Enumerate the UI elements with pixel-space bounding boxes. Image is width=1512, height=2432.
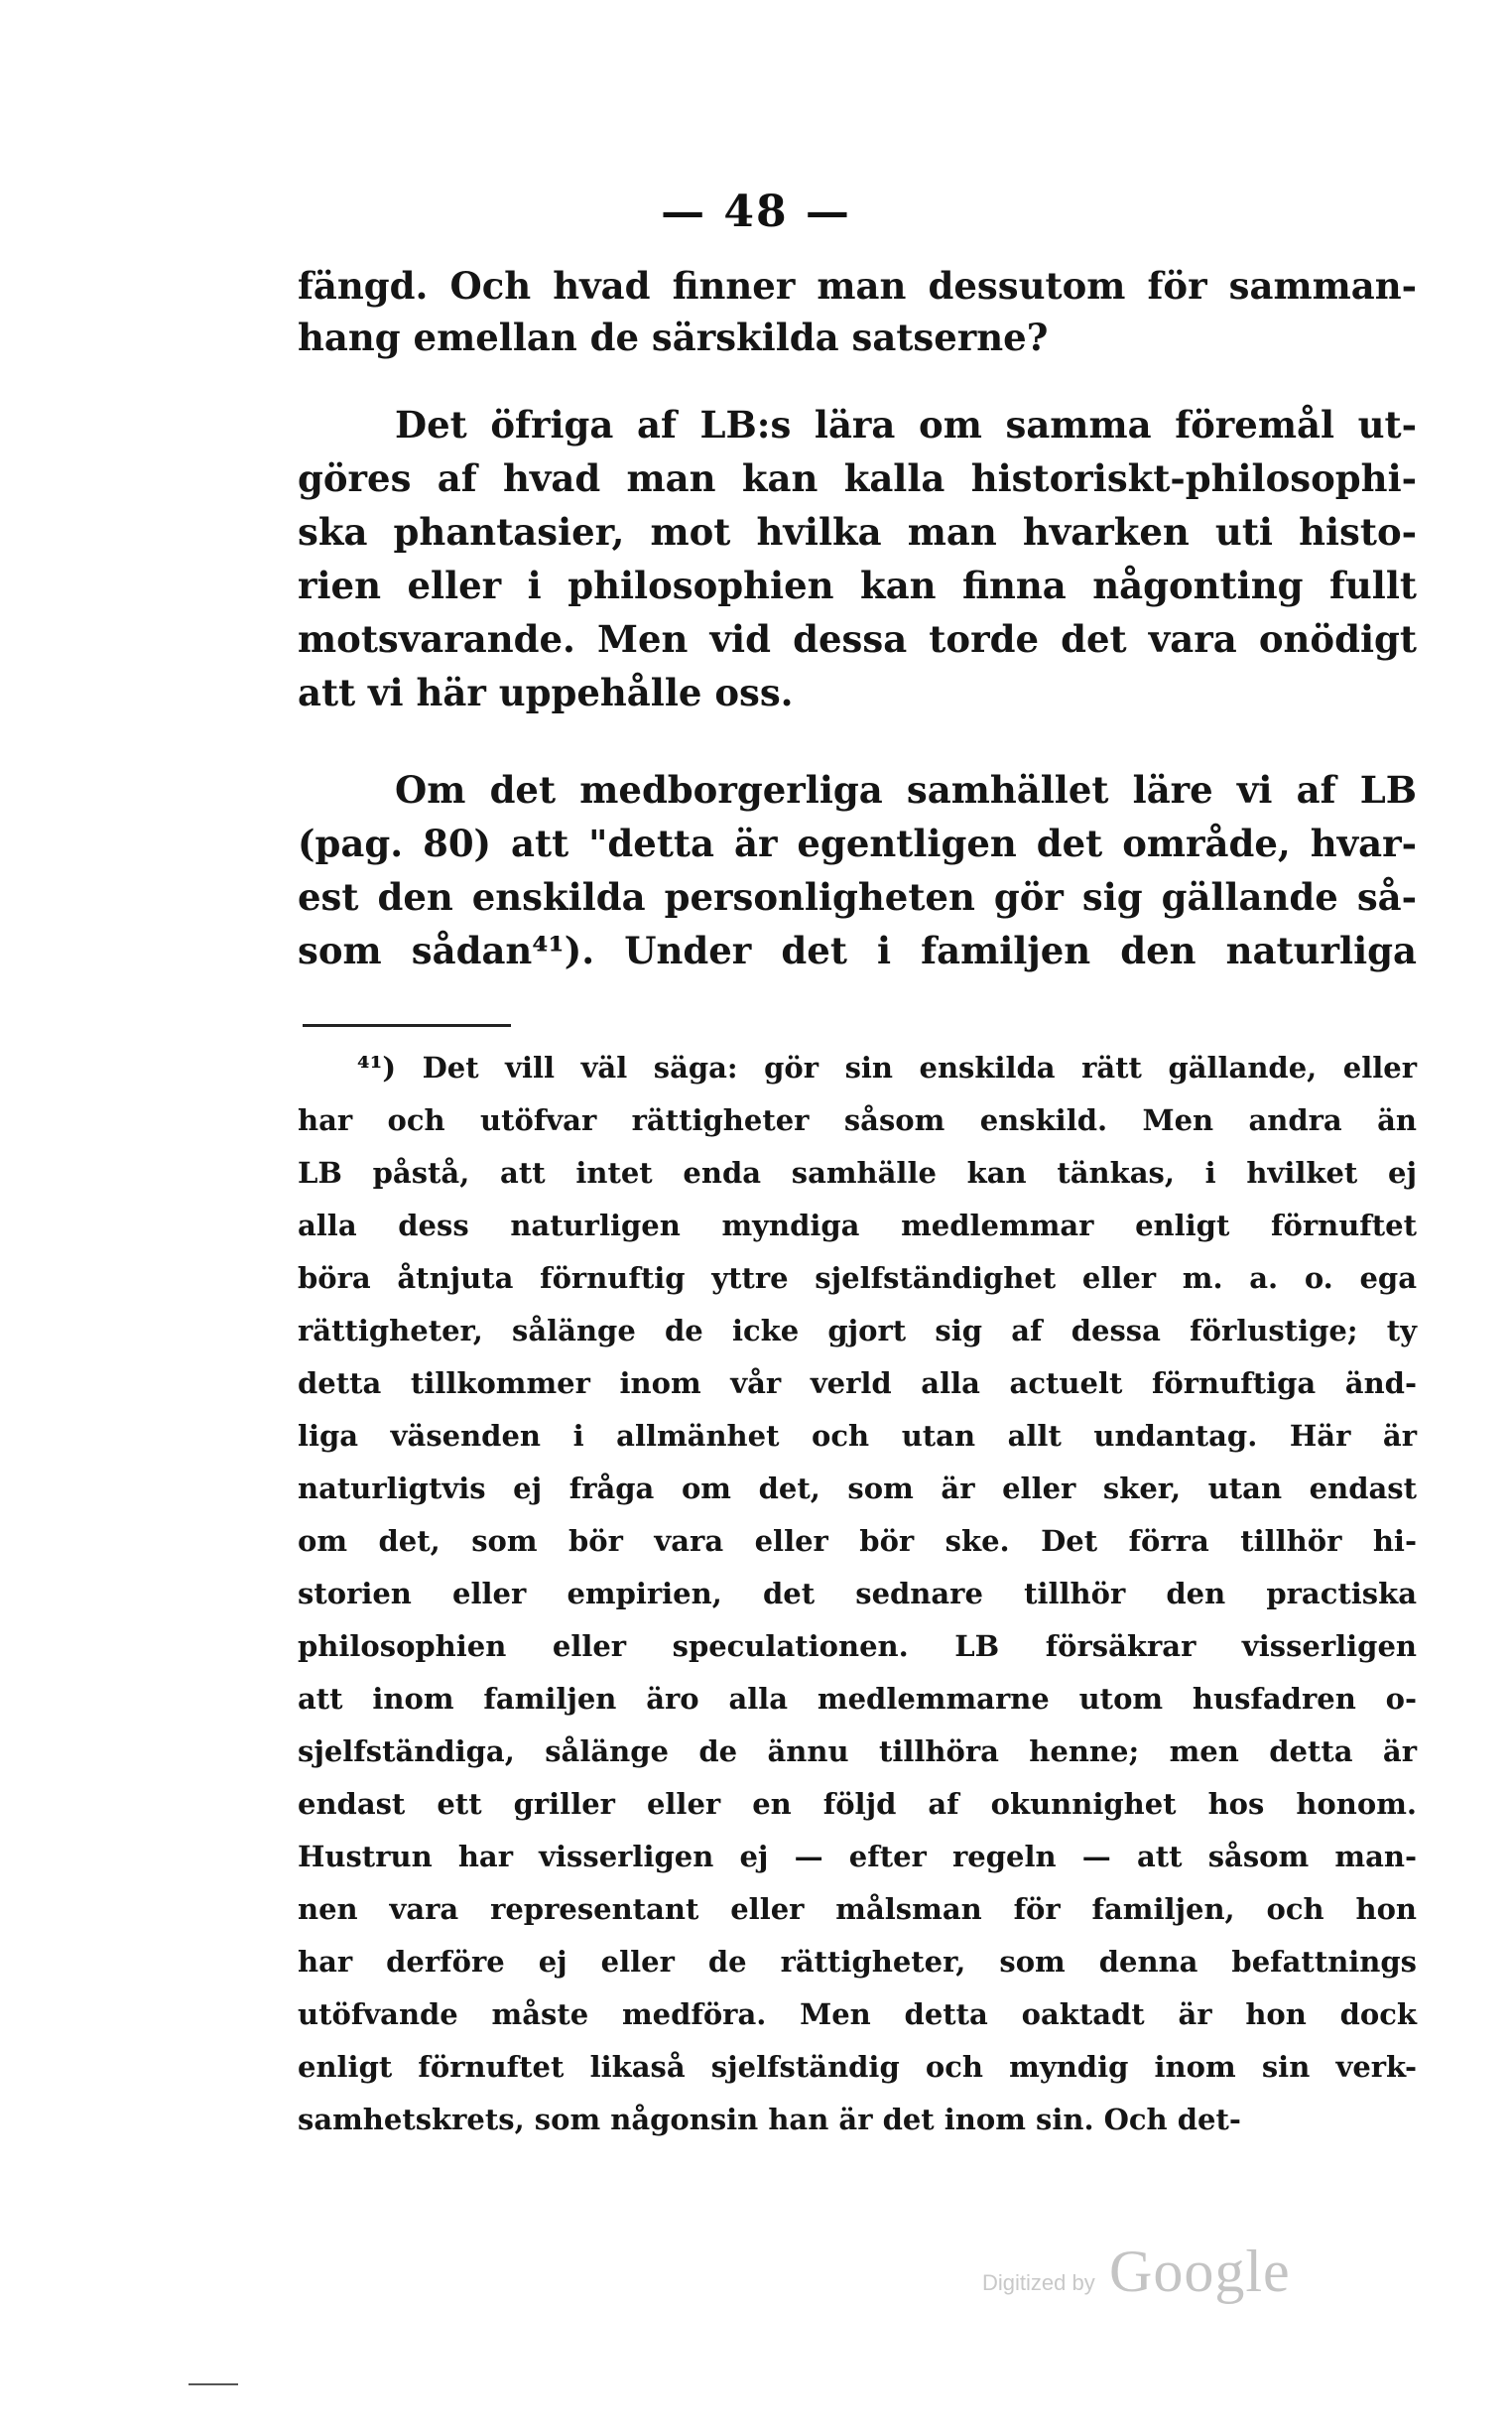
footnote-line: har och utöfvar rättigheter såsom enskild. Men andra än bbox=[298, 1103, 1417, 1137]
footnote-line: om det, som bör vara eller bör ske. Det förra tillhör hi- bbox=[298, 1524, 1417, 1558]
footnote-line: utöfvande måste medföra. Men detta oaktadt är hon dock bbox=[298, 1997, 1417, 2031]
footnote-line: nen vara representant eller målsman för familjen, och hon bbox=[298, 1892, 1417, 1926]
main-line: Det öfriga af LB:s lära om samma föremål ut- bbox=[395, 403, 1417, 447]
footnote-line: har derföre ej eller de rättigheter, som denna befattnings bbox=[298, 1945, 1417, 1979]
footnote-line: böra åtnjuta förnuftig yttre sjelfständighet eller m. a. o. ega bbox=[298, 1261, 1417, 1295]
footnote-line: LB påstå, att intet enda samhälle kan tänkas, i hvilket ej bbox=[298, 1156, 1417, 1190]
footnote-line: sjelfständiga, sålänge de ännu tillhöra henne; men detta är bbox=[298, 1734, 1417, 1768]
footnote-rule bbox=[303, 1024, 511, 1027]
footnote-line: enligt förnuftet likaså sjelfständig och myndig inom sin verk- bbox=[298, 2050, 1417, 2084]
scan-artifact bbox=[189, 2383, 238, 2385]
main-line: fängd. Och hvad finner man dessutom för samman- bbox=[298, 264, 1417, 308]
footnote-line: att inom familjen äro alla medlemmarne utom husfadren o- bbox=[298, 1682, 1417, 1716]
footnote-line: samhetskrets, som någonsin han är det inom sin. Och det- bbox=[298, 2103, 1241, 2136]
footnote-line: Hustrun har visserligen ej — efter regeln — att såsom man- bbox=[298, 1840, 1417, 1873]
footnote-line: detta tillkommer inom vår verld alla actuelt förnuftiga änd- bbox=[298, 1366, 1417, 1400]
footnote-line: naturligtvis ej fråga om det, som är eller sker, utan endast bbox=[298, 1472, 1417, 1505]
main-line: göres af hvad man kan kalla historiskt-philosophi- bbox=[298, 456, 1417, 500]
main-line: Om det medborgerliga samhället läre vi af LB bbox=[395, 768, 1417, 812]
page-number: — 48 — bbox=[661, 187, 851, 237]
footnote-line: endast ett griller eller en följd af okunnighet hos honom. bbox=[298, 1787, 1417, 1821]
main-line: hang emellan de särskilda satserne? bbox=[298, 316, 1049, 359]
main-line: ska phantasier, mot hvilka man hvarken uti histo- bbox=[298, 510, 1417, 554]
footnote-line: rättigheter, sålänge de icke gjort sig af dessa förlustige; ty bbox=[298, 1314, 1417, 1347]
footnote-line: liga väsenden i allmänhet och utan allt undantag. Här är bbox=[298, 1419, 1417, 1453]
google-logo: Google bbox=[1109, 2239, 1291, 2304]
digitized-by-label: Digitized by bbox=[982, 2270, 1095, 2295]
main-line: motsvarande. Men vid dessa torde det vara onödigt bbox=[298, 617, 1417, 661]
footnote-line: ⁴¹) Det vill väl säga: gör sin enskilda rätt gällande, eller bbox=[357, 1051, 1417, 1085]
footnote-line: alla dess naturligen myndiga medlemmar enligt förnuftet bbox=[298, 1209, 1417, 1242]
footnote-line: storien eller empirien, det sednare tillhör den practiska bbox=[298, 1577, 1417, 1610]
main-line: est den enskilda personligheten gör sig gällande så- bbox=[298, 875, 1417, 919]
footnote-line: philosophien eller speculationen. LB försäkrar visserligen bbox=[298, 1629, 1417, 1663]
main-line: som sådan⁴¹). Under det i familjen den naturliga bbox=[298, 929, 1417, 972]
main-line: rien eller i philosophien kan finna någonting fullt bbox=[298, 564, 1417, 607]
main-line: att vi här uppehålle oss. bbox=[298, 671, 794, 714]
main-line: (pag. 80) att "detta är egentligen det område, hvar- bbox=[298, 822, 1417, 865]
